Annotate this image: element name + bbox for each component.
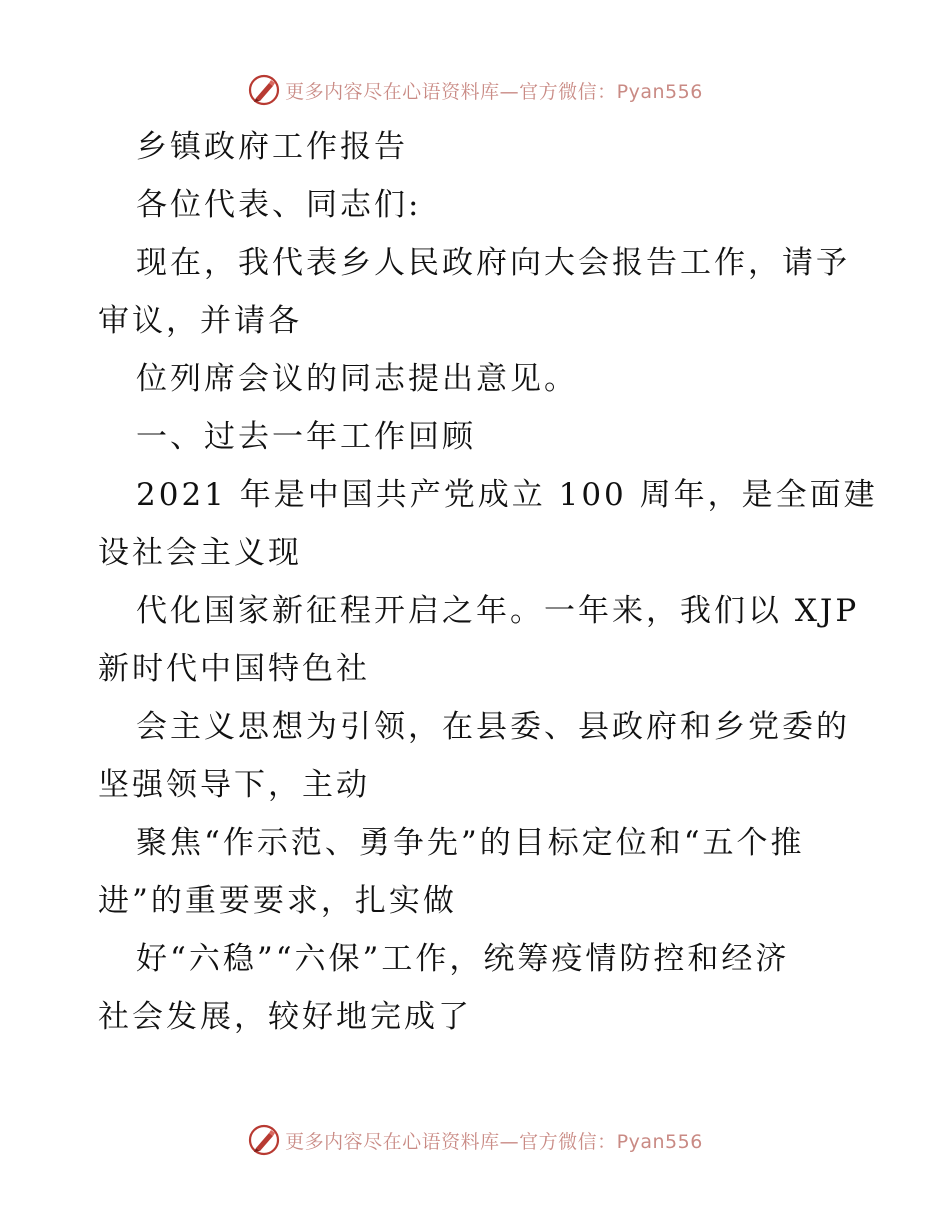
document-body (98, 118, 878, 1046)
text-line: 现在，我代表乡人民政府向大会报告工作，请予 (136, 245, 850, 281)
text-line: 一、过去一年工作回顾 (136, 419, 476, 455)
footer-watermark (0, 1120, 950, 1160)
pen-logo-icon (247, 1123, 281, 1157)
text-line: 好“六稳”“六保”工作，统筹疫情防控和经济 (136, 941, 790, 977)
watermark-text: 更多内容尽在心语资料库—官方微信：Pyan556 (285, 80, 703, 103)
text-line: 设社会主义现 (98, 535, 302, 571)
pen-logo-icon (247, 73, 281, 107)
text-line: 进”的重要要求，扎实做 (98, 883, 457, 919)
text-line: 新时代中国特色社 (98, 651, 370, 687)
text-line: 乡镇政府工作报告 (136, 129, 408, 165)
text-line: 会主义思想为引领，在县委、县政府和乡党委的 (136, 709, 850, 745)
text-line: 2021 年是中国共产党成立 100 周年，是全面建 (136, 477, 878, 513)
text-line: 聚焦“作示范、勇争先”的目标定位和“五个推 (136, 825, 805, 861)
watermark-text: 更多内容尽在心语资料库—官方微信：Pyan556 (285, 1130, 703, 1153)
text-line: 位列席会议的同志提出意见。 (136, 361, 578, 397)
text-line: 坚强领导下，主动 (98, 767, 370, 803)
text-line: 各位代表、同志们: (136, 187, 422, 223)
header-watermark (0, 70, 950, 110)
text-line: 审议，并请各 (98, 303, 302, 339)
text-line: 社会发展，较好地完成了 (98, 999, 472, 1035)
text-line: 代化国家新征程开启之年。一年来，我们以 XJP (136, 593, 860, 629)
